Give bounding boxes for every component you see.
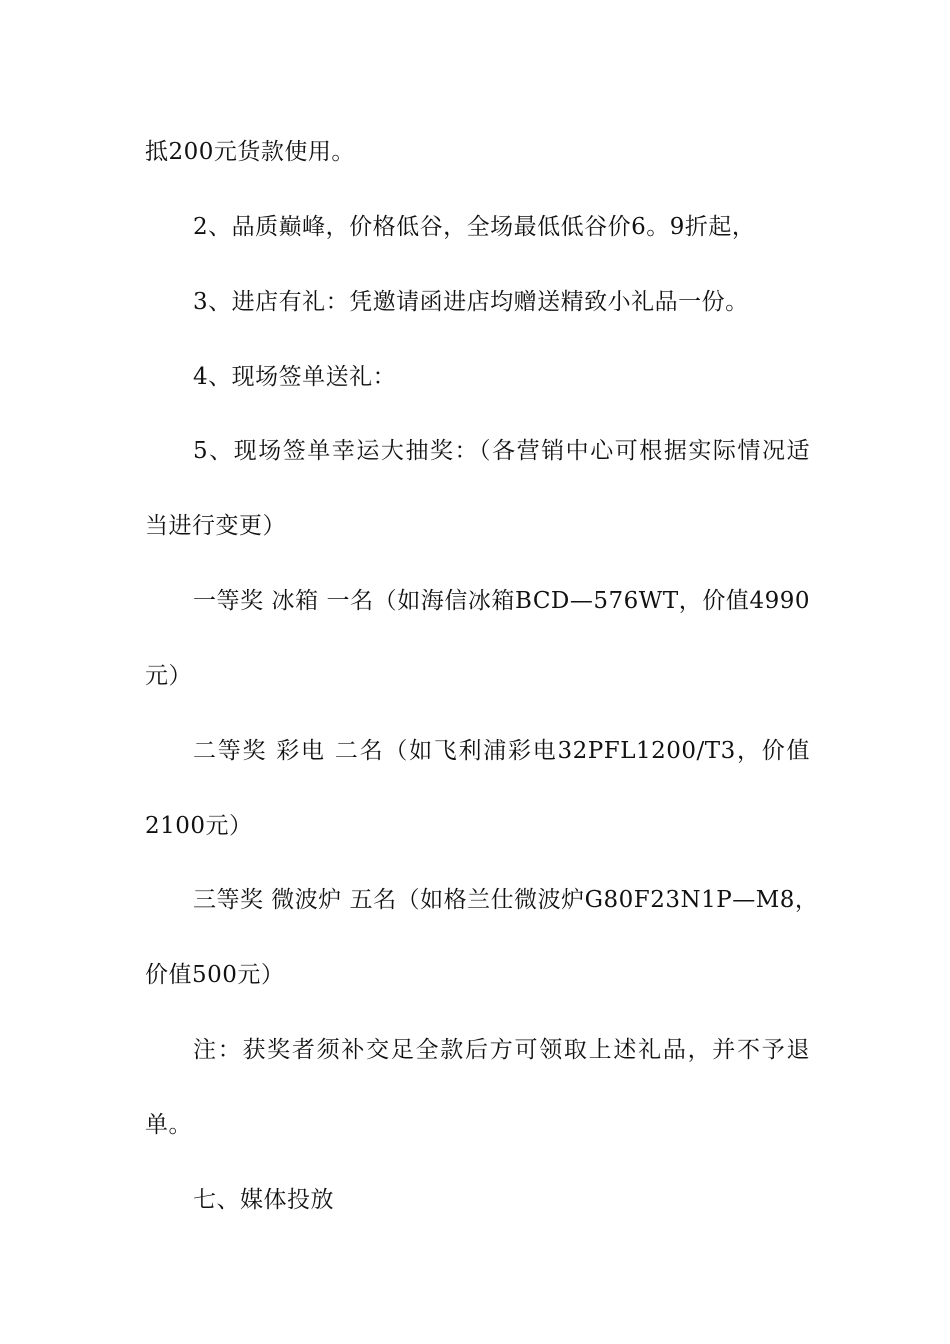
text-line: 单。 [145, 1112, 192, 1138]
text-line: 元） [145, 663, 192, 689]
text-line: 价值500元） [145, 962, 285, 988]
text-line: 注：获奖者须补交足全款后方可领取上述礼品，并不予退 [193, 1037, 810, 1063]
section-heading: 七、媒体投放 [193, 1187, 334, 1213]
text-line: 2100元） [145, 813, 253, 839]
text-line: 4、现场签单送礼： [193, 364, 397, 390]
text-line: 2、品质巅峰，价格低谷，全场最低低谷价6。9折起， [193, 214, 756, 240]
text-line: 一等奖 冰箱 一名（如海信冰箱BCD—576WT，价值4990 [193, 588, 810, 614]
text-line: 当进行变更） [145, 513, 286, 539]
text-line: 三等奖 微波炉 五名（如格兰仕微波炉G80F23N1P—M8， [193, 887, 819, 913]
text-line: 二等奖 彩电 二名（如飞利浦彩电32PFL1200/T3，价值 [193, 738, 810, 764]
text-line: 抵200元货款使用。 [145, 139, 355, 165]
text-line: 3、进店有礼：凭邀请函进店均赠送精致小礼品一份。 [193, 289, 749, 315]
text-line: 5、现场签单幸运大抽奖：（各营销中心可根据实际情况适 [193, 438, 810, 464]
